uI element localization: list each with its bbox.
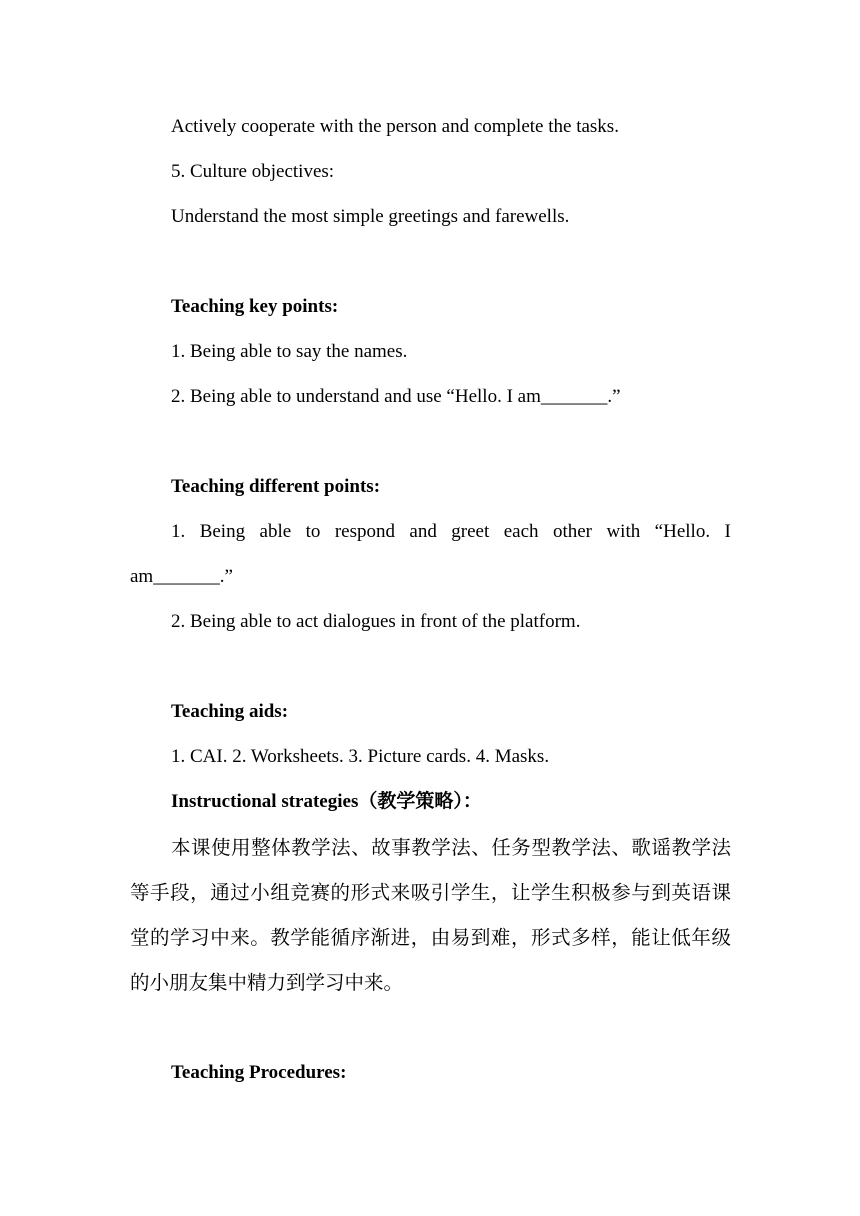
word: to — [305, 521, 321, 542]
strategies-heading: Instructional strategies（教学策略）： — [171, 791, 482, 812]
word: 1. — [171, 521, 186, 542]
key-point-item: 1. Being able to say the names. — [171, 341, 408, 362]
teaching-aids-text: 1. CAI. 2. Worksheets. 3. Picture cards. 4. Masks. — [171, 746, 550, 767]
teaching-aids-heading: Teaching aids: — [171, 701, 289, 722]
word: other — [552, 521, 593, 542]
culture-objectives-text: Understand the most simple greetings and farewells. — [171, 206, 570, 227]
social-objective-text: Actively cooperate with the person and complete the tasks. — [171, 116, 619, 137]
key-points-heading: Teaching key points: — [171, 296, 339, 317]
different-points-heading: Teaching different points: — [171, 476, 381, 497]
different-point-item-1-continuation: am_______.” — [130, 566, 233, 587]
word: each — [503, 521, 539, 542]
word: I — [724, 521, 731, 542]
word: respond — [334, 521, 395, 542]
strategies-paragraph: 本课使用整体教学法、故事教学法、任务型教学法、歌谣教学法等手段，通过小组竞赛的形式来吸引学生，让学生积极参与到英语课堂的学习中来。教学能循序渐进，由易到难，形式多样，能让低年级的小朋友集中精力到学习中来。 — [130, 836, 731, 994]
different-point-item-2: 2. Being able to act dialogues in front of the platform. — [171, 611, 581, 632]
procedures-heading: Teaching Procedures: — [171, 1062, 347, 1083]
word: greet — [451, 521, 490, 542]
word: able — [259, 521, 292, 542]
key-point-item: 2. Being able to understand and use “Hello. I am_______.” — [171, 386, 621, 407]
different-point-item-1 — [171, 521, 731, 543]
word: and — [409, 521, 437, 542]
word: “Hello. — [654, 521, 711, 542]
culture-objectives-heading: 5. Culture objectives: — [171, 161, 335, 182]
word: with — [606, 521, 641, 542]
word: Being — [199, 521, 246, 542]
